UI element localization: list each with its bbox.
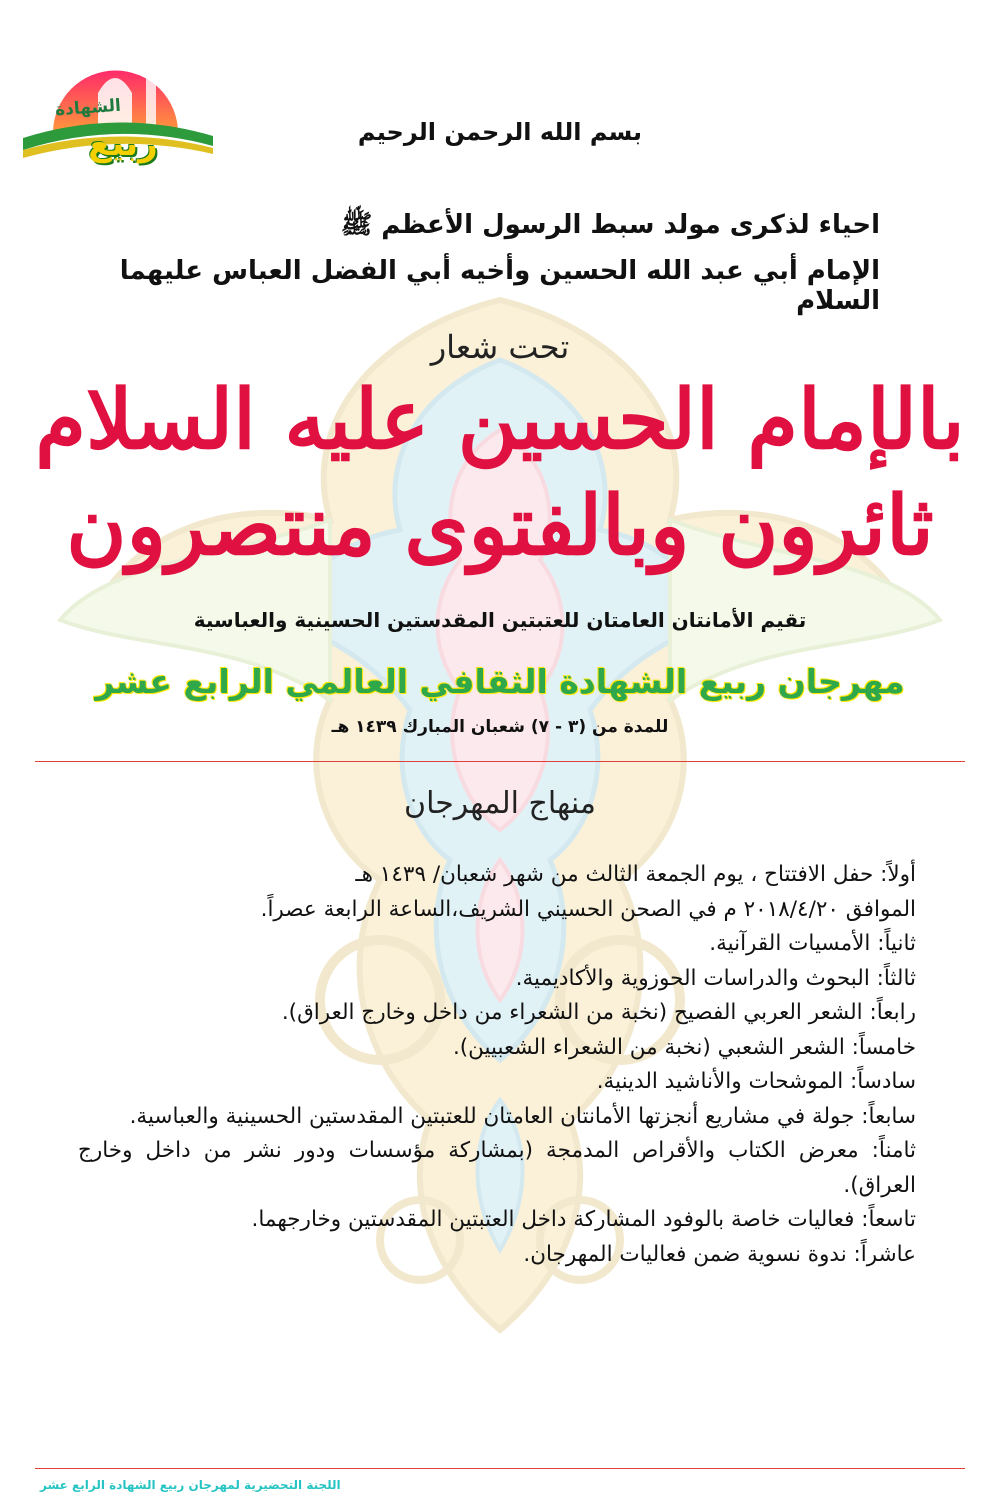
program-item: ثامناً: معرض الكتاب والأقراص المدمجة (بمشاركة مؤسسات ودور نشر من داخل وخارج العراق). <box>78 1138 916 1198</box>
footer-committee: اللجنة التحضيرية لمهرجان ربيع الشهادة الرابع عشر <box>40 1478 341 1492</box>
program-item: سادساً: الموشحات والأناشيد الدينية. <box>596 1069 916 1094</box>
logo-title: ربيع <box>88 124 158 164</box>
program-item: عاشراً: ندوة نسوية ضمن فعاليات المهرجان. <box>523 1241 916 1267</box>
slogan-label: تحت شعار <box>430 328 570 366</box>
organizer-line: تقيم الأمانتان العامتان للعتبتين المقدستين الحسينية والعباسية <box>193 608 807 632</box>
program-item: أولاً: حفل الافتتاح ، يوم الجمعة الثالث من شهر شعبان/ ١٤٣٩ هـ <box>355 862 916 887</box>
program-item: ثالثاً: البحوث والدراسات الحوزوية والأكاديمية. <box>515 965 916 991</box>
heading-line-2: الإمام أبي عبد الله الحسين وأخيه أبي الفضل العباس عليهما السلام <box>119 256 880 316</box>
program-item: سابعاً: جولة في مشاريع أنجزتها الأمانتان العامتان للعتبتين المقدستين الحسينية والعباسية. <box>129 1103 916 1129</box>
festival-period: للمدة من (٣ - ٧) شعبان المبارك ١٤٣٩ هـ <box>331 717 669 737</box>
slogan-line-2: ثائرون وبالفتوى منتصرون <box>66 478 934 574</box>
festival-name: مهرجان ربيع الشهادة الثقافي العالمي الرابع عشر <box>95 662 905 701</box>
divider-top <box>35 761 965 762</box>
festival-logo <box>18 38 213 188</box>
program-title: منهاج المهرجان <box>404 786 596 821</box>
slogan-line-1: بالإمام الحسين عليه السلام <box>35 372 965 468</box>
program-list <box>78 858 916 1272</box>
divider-bottom <box>35 1468 965 1469</box>
basmala: بسم الله الرحمن الرحيم <box>357 118 643 146</box>
program-item: الموافق ٢٠١٨/٤/٢٠ م في الصحن الحسيني الشريف،الساعة الرابعة عصراً. <box>260 896 916 922</box>
program-item: خامساً: الشعر الشعبي (نخبة من الشعراء الشعبيين). <box>452 1034 916 1060</box>
program-item: رابعاً: الشعر العربي الفصيح (نخبة من الشعراء من داخل وخارج العراق). <box>281 1000 916 1025</box>
logo-subtitle: الشهادة <box>54 95 122 121</box>
heading-line-1: احياء لذكرى مولد سبط الرسول الأعظم ﷺ <box>340 210 880 240</box>
program-item: تاسعاً: فعاليات خاصة بالوفود المشاركة داخل العتبتين المقدستين وخارجهما. <box>251 1207 916 1232</box>
program-item: ثانياً: الأمسيات القرآنية. <box>709 931 916 956</box>
